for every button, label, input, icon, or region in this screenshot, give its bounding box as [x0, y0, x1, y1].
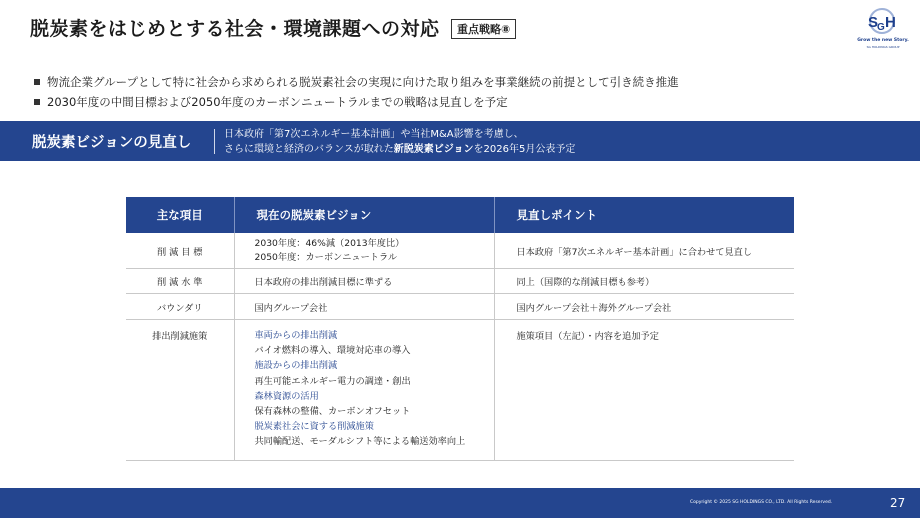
logo-tagline: Grow the new Story.: [857, 38, 909, 43]
measure-heading: 脱炭素社会に資する削減施策: [254, 421, 374, 433]
table-header-row: [126, 197, 794, 233]
svg-text:H: H: [885, 14, 896, 31]
bullet-text: 物流企業グループとして特に社会から求められる脱炭素社会の実現に向けた取り組みを事業継続の前提として引き続き推進: [47, 75, 679, 89]
strategy-tag: 重点戦略⑧: [451, 19, 516, 39]
bullet-item: [34, 72, 679, 92]
measure-detail: 保有森林の整備、カーボンオフセット: [254, 406, 411, 418]
table-row: [126, 233, 794, 269]
row-current: 国内グループ会社: [234, 294, 494, 320]
copyright-text: Copyright © 2025 SG HOLDINGS CO., LTD. All Rights Reserved.: [690, 500, 833, 505]
band-title: 脱炭素ビジョンの見直し: [32, 135, 192, 151]
band-divider: [214, 129, 215, 154]
measure-heading: 施設からの排出削減: [254, 360, 338, 372]
table-header: 現在の脱炭素ビジョン: [234, 197, 494, 233]
page-title: 脱炭素をはじめとする社会・環境課題への対応: [30, 18, 440, 40]
row-current: 日本政府の排出削減目標に準ずる: [234, 269, 494, 294]
logo-subtitle: SG HOLDINGS GROUP: [866, 45, 900, 49]
row-item: バウンダリ: [126, 294, 234, 320]
table-row: [126, 320, 794, 461]
square-bullet-icon: [34, 99, 40, 105]
row-item: 削 減 目 標: [126, 233, 234, 269]
band-highlight: 新脱炭素ビジョン: [393, 144, 474, 155]
band-line-2: さらに環境と経済のバランスが取れた新脱炭素ビジョンを2026年5月公表予定: [224, 144, 576, 155]
measure-heading: 森林資源の活用: [254, 390, 319, 402]
row-measures: [234, 320, 494, 461]
square-bullet-icon: [34, 79, 40, 85]
row-review: 国内グループ会社＋海外グループ会社: [494, 294, 794, 320]
band-line-1: 日本政府「第7次エネルギー基本計画」や当社M&A影響を考慮し、: [224, 129, 524, 140]
sgh-logo-icon: [864, 6, 900, 36]
table-row: [126, 269, 794, 294]
row-current: 2030年度：46%減（2013年度比） 2050年度：カーボンニュートラル: [234, 233, 494, 269]
bullet-list: [34, 72, 679, 112]
table-header: 見直しポイント: [494, 197, 794, 233]
company-logo: [852, 6, 912, 50]
row-review: 施策項目（左記）・内容を追加予定: [494, 320, 794, 461]
measure-detail: バイオ燃料の導入、環境対応車の導入: [254, 345, 411, 357]
vision-table: [126, 197, 794, 461]
table-row: [126, 294, 794, 320]
row-review: 日本政府「第7次エネルギー基本計画」に合わせて見直し: [494, 233, 794, 269]
bullet-item: [34, 92, 679, 112]
table-header: 主な項目: [126, 197, 234, 233]
measure-detail: 再生可能エネルギー電力の調達・創出: [254, 375, 411, 387]
band-description: [224, 127, 575, 157]
measure-heading: 車両からの排出削減: [254, 330, 338, 341]
vision-band: [0, 121, 920, 161]
row-item: 排出削減施策: [126, 320, 234, 461]
bullet-text: 2030年度の中間目標および2050年度のカーボンニュートラルまでの戦略は見直しを予定: [47, 95, 508, 109]
svg-text:G: G: [877, 22, 885, 33]
measure-detail: 共同輸配送、モーダルシフト等による輸送効率向上: [254, 436, 466, 448]
svg-text:S: S: [868, 14, 879, 31]
page-number: 27: [890, 496, 906, 510]
footer-bar: [0, 488, 920, 518]
row-review: 同上（国際的な削減目標も参考）: [494, 269, 794, 294]
row-item: 削 減 水 準: [126, 269, 234, 294]
